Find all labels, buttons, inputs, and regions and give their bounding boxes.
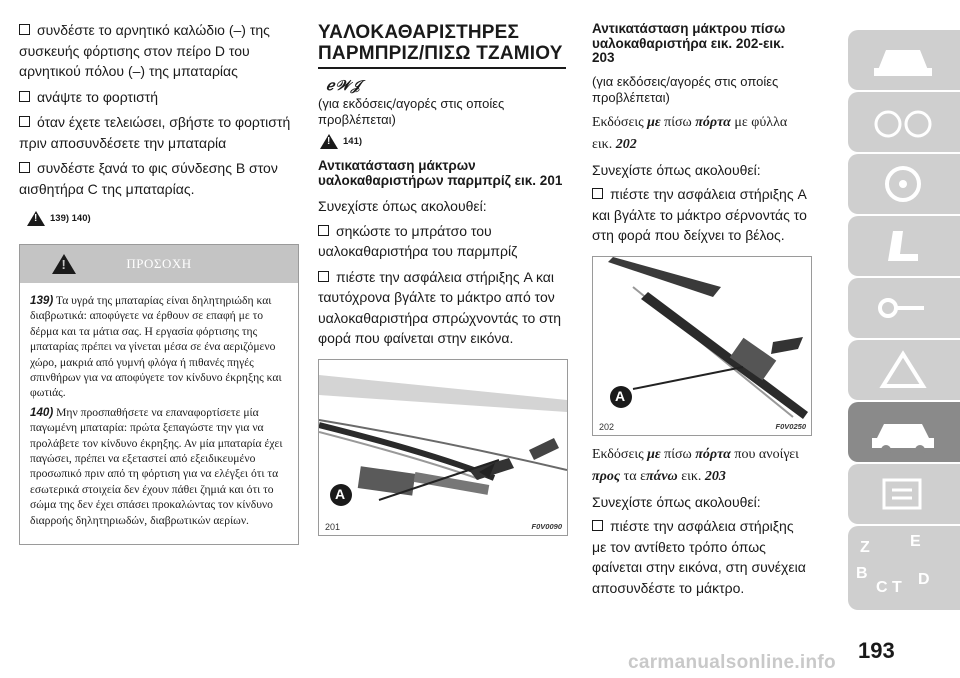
checkbox-bullet-icon xyxy=(318,271,329,282)
tab-emergency[interactable] xyxy=(848,340,960,400)
bullet-item: όταν έχετε τελειώσει, σβήστε το φορτιστή πριν αποσυνδέσετε την μπαταρία xyxy=(19,114,291,151)
versions-note: (για εκδόσεις/αγορές στις οποίες προβλέπεται) xyxy=(318,96,505,127)
index-letter: E xyxy=(910,533,921,550)
reference-numbers: 141) xyxy=(343,136,363,147)
versions-line: Εκδόσεις με πίσω πόρτα με φύλλα εικ. 202 xyxy=(592,114,788,152)
checkbox-bullet-icon xyxy=(19,24,30,35)
dashboard-gauge-icon xyxy=(848,92,960,152)
tab-maintenance[interactable] xyxy=(848,402,960,462)
steering-wheel-icon xyxy=(848,154,960,214)
figure-code: F0V0090 xyxy=(531,521,562,531)
subheading: Αντικατάσταση μάκτρου πίσω υαλοκαθαριστήρα εικ. 202-εικ. 203 xyxy=(592,21,786,65)
reference-numbers: 139) 140) xyxy=(50,213,91,224)
data-wrench-icon xyxy=(848,464,960,524)
callout-label: A xyxy=(615,387,626,404)
tab-starting[interactable] xyxy=(848,278,960,338)
warning-triangle-icon xyxy=(320,134,338,149)
figure-caption xyxy=(599,422,806,432)
index-letters-icon xyxy=(848,526,960,610)
key-icon xyxy=(848,278,960,338)
caution-title: ΠΡΟΣΟΧΗ xyxy=(126,256,192,271)
intro-text: Συνεχίστε όπως ακολουθεί: xyxy=(592,493,761,510)
watermark: carmanualsonline.info xyxy=(628,652,836,673)
versions-note: (για εκδόσεις/αγορές στις οποίες προβλέπεται) xyxy=(592,73,779,105)
caution-header xyxy=(20,245,298,283)
bullet-item: ανάψτε το φορτιστή xyxy=(19,87,299,108)
checkbox-bullet-icon xyxy=(19,162,30,173)
warning-triangle-icon xyxy=(27,211,45,226)
airbag-seat-icon xyxy=(848,216,960,276)
caution-paragraph: 140) Μην προσπαθήσετε να επαναφορτίσετε μία παγωμένη μπαταρία: πρώτα ξεπαγώστε την για να προλάβετε τον κίνδυνο έκρηξης. Αν μία μπαταρία έχει παγώσει, πρέπει να εξεταστεί από εξειδικευμένο προσωπικό πριν από τη φόρτιση για να ελέγξει ότι τα εσωτερικά στοιχεία δεν έχουν πάθει ζημιά και ότι το σώμα της δεν έχει σπάσει προκαλώντας τον κίνδυνο διαρροής δηλητηριωδών, διαβρωτικών αερίων. xyxy=(30,405,283,527)
section-title: ΥΑΛΟΚΑΘΑΡΙΣΤΗΡΕΣ ΠΑΡΜΠΡΙΖ/ΠΙΣΩ ΤΖΑΜΙΟΥ xyxy=(318,22,563,64)
device-icons: ℯ𝒲𝒥 xyxy=(326,77,362,93)
figure-number: 201 xyxy=(325,521,341,532)
caution-paragraph: 139) Τα υγρά της μπαταρίας είναι δηλητηριώδη και διαβρωτικά: αποφύγετε να έρθουν σε επαφή με το δέρμα και τα μάτια σας. Η εργασία φόρτισης της μπαταρίας πρέπει να γίνεται μέσα σε ένα αεριζόμενο χώρο, μακριά από γυμνή φλόγα ή πιθανές πηγές σπινθήρων για να αποφύγετε τον κίνδυνο έκρηξης και φωτιάς. xyxy=(30,294,282,400)
index-letter: Z xyxy=(860,539,870,556)
title-divider xyxy=(318,67,566,69)
callout-label: A xyxy=(335,485,346,502)
tab-driving[interactable] xyxy=(848,154,960,214)
column-left xyxy=(19,20,299,545)
caution-box xyxy=(19,244,299,545)
checkbox-bullet-icon xyxy=(19,116,30,127)
warning-references xyxy=(27,211,299,226)
intro-text: Συνεχίστε όπως ακολουθεί: xyxy=(592,161,761,178)
tab-dashboard[interactable] xyxy=(848,92,960,152)
rear-wiper-illustration xyxy=(593,257,811,419)
bullet-item: πιέστε την ασφάλεια στήριξης με τον αντίθετο τρόπο όπως φαίνεται στην εικόνα, στη συνέχεια αποσυνδέστε το μάκτρο. xyxy=(592,518,806,596)
tab-technical-data[interactable] xyxy=(848,464,960,524)
subheading: Αντικατάσταση μάκτρων υαλοκαθαριστήρων παρμπρίζ εικ. 201 xyxy=(318,158,563,188)
index-letter: T xyxy=(892,579,902,596)
figure-number: 202 xyxy=(599,421,615,432)
checkbox-bullet-icon xyxy=(592,188,603,199)
figure-caption xyxy=(325,522,562,532)
warning-references xyxy=(320,134,566,149)
bullet-item: συνδέστε το αρνητικό καλώδιο (–) της συσκευής φόρτισης στον πείρο D του αρνητικού πόλου (–) της μπαταρίας xyxy=(19,22,270,79)
tab-safety[interactable] xyxy=(848,216,960,276)
car-maintenance-icon xyxy=(848,402,960,462)
bullet-item: πιέστε την ασφάλεια στήριξης A και ταυτόχρονα βγάλτε το μάκτρο από τον υαλοκαθαριστήρα σπρώχνοντάς το στη φορά που φαίνεται στην εικόνα. xyxy=(318,268,562,346)
bullet-item: σηκώστε το μπράτσο του υαλοκαθαριστήρα του παρμπρίζ xyxy=(318,222,518,259)
wiper-blade-illustration xyxy=(319,360,567,520)
bullet-item: συνδέστε ξανά το φις σύνδεσης B στον αισθητήρα C της μπαταρίας. xyxy=(19,160,278,197)
checkbox-bullet-icon xyxy=(318,225,329,236)
figure-201 xyxy=(318,359,568,536)
chapter-tabs xyxy=(848,30,960,610)
tab-car-front[interactable] xyxy=(848,30,960,90)
index-letter: B xyxy=(856,565,868,582)
figure-202 xyxy=(592,256,812,436)
checkbox-bullet-icon xyxy=(592,520,603,531)
index-letter: D xyxy=(918,571,930,588)
checkbox-bullet-icon xyxy=(19,91,30,102)
bullet-item: πιέστε την ασφάλεια στήριξης A και βγάλτε το μάκτρο σέρνοντάς το στη φορά που δείχνει το βέλος. xyxy=(592,186,807,243)
column-middle xyxy=(318,22,566,536)
intro-text: Συνεχίστε όπως ακολουθεί: xyxy=(318,198,487,214)
page-number: 193 xyxy=(858,638,895,663)
car-front-icon xyxy=(848,30,960,90)
warning-triangle-icon xyxy=(848,340,960,400)
figure-code: F0V0250 xyxy=(775,421,806,431)
caution-body xyxy=(20,283,298,544)
warning-triangle-icon xyxy=(52,254,76,274)
tab-index[interactable] xyxy=(848,526,960,610)
column-right xyxy=(592,22,810,603)
versions-line: Εκδόσεις με πίσω πόρτα που ανοίγει προς τα επάνω εικ. 203 xyxy=(592,446,799,484)
index-letter: C xyxy=(876,579,888,596)
